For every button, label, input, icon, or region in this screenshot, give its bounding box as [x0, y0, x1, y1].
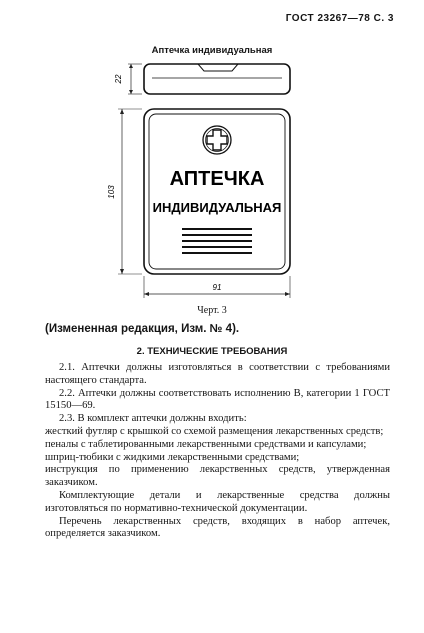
paragraph-2-3: 2.3. В комплект аптечки должны входить: [59, 413, 247, 425]
page-header: ГОСТ 23267—78 С. 3 [285, 13, 394, 24]
width-dimension-value: 91 [212, 283, 222, 292]
requirements-text [45, 362, 390, 541]
figure-title: Аптечка индивидуальная [151, 45, 273, 56]
depth-dimension [128, 64, 142, 94]
list-item-tablets: пеналы с таблетированными лекарственными средствами и капсулами; [45, 438, 367, 450]
height-dimension-value: 103 [107, 185, 116, 199]
list-item-instructions: инструкция по применению лекарственных средств, утвержденная заказчиком. [45, 464, 390, 489]
amendment-note: (Измененная редакция, Изм. № 4). [45, 323, 240, 335]
height-dimension [118, 109, 142, 274]
kit-top-view [144, 64, 290, 94]
kit-front-view [144, 109, 290, 274]
figure-caption: Черт. 3 [197, 305, 227, 316]
box-label-main: АПТЕЧКА [169, 168, 265, 190]
list-item-syringes: шприц-тюбики с жидкими лекарственными средствами; [45, 451, 300, 463]
section-title: 2. ТЕХНИЧЕСКИЕ ТРЕБОВАНИЯ [136, 346, 288, 357]
vent-stripes [182, 229, 252, 253]
depth-dimension-value: 22 [114, 74, 123, 84]
paragraph-2-1: 2.1. Аптечки должны изготовляться в соответствии с требованиями настоящего стандарта. [45, 362, 390, 386]
box-label-sub: ИНДИВИДУАЛЬНАЯ [152, 200, 282, 215]
cross-emblem-icon [203, 126, 231, 154]
paragraph-list: Перечень лекарственных средств, входящих в набор аптечек, определяется заказчиком. [45, 515, 390, 540]
paragraph-2-2: 2.2. Аптечки должны соответствовать исполнению В, категории 1 ГОСТ 15150—69. [45, 387, 390, 412]
paragraph-components: Комплектующие детали и лекарственные средства должны изготовляться по нормативно-технической документации. [45, 489, 390, 514]
list-item-case: жесткий футляр с крышкой со схемой размещения лекарственных средств; [45, 425, 384, 437]
first-aid-kit-drawing [0, 0, 424, 310]
